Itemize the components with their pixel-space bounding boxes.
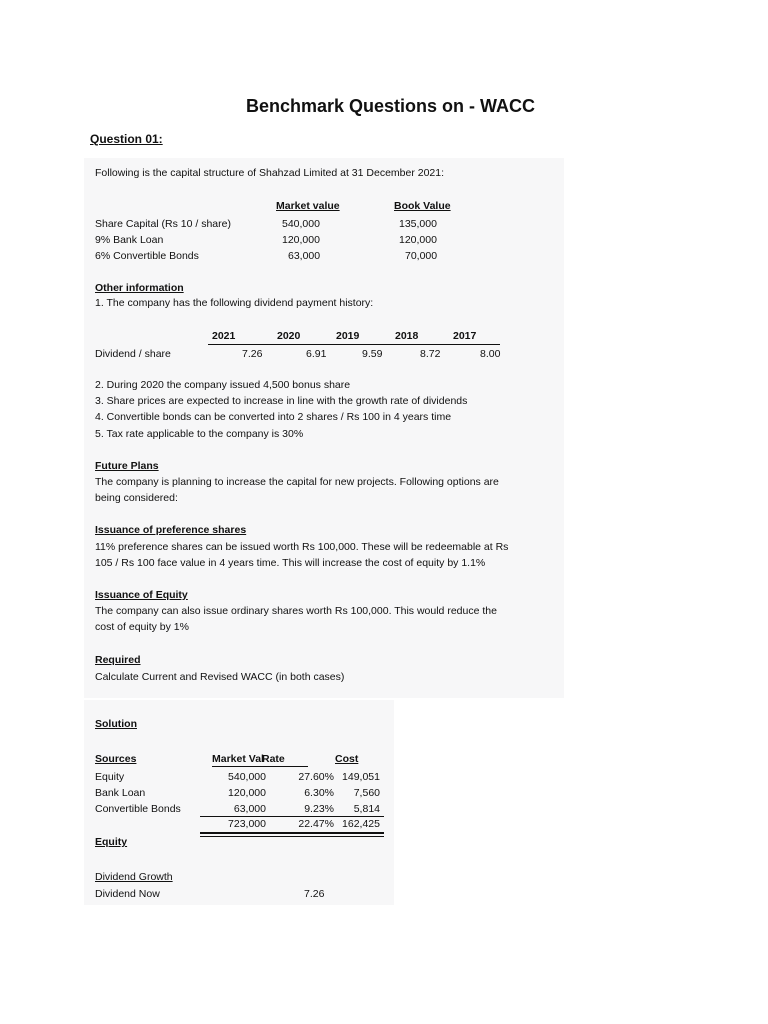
future-plans-text: being considered: <box>95 492 178 504</box>
equity-heading: Equity <box>95 836 128 848</box>
total-top-rule <box>200 816 384 817</box>
dividend-value: 9.59 <box>362 348 383 360</box>
solution-rate: 9.23% <box>304 803 334 815</box>
dividend-year-header: 2019 <box>336 330 360 342</box>
dividend-value: 6.91 <box>306 348 327 360</box>
capital-row-market: 120,000 <box>282 234 320 246</box>
solution-market: 120,000 <box>228 787 266 799</box>
future-plans-heading: Future Plans <box>95 460 159 472</box>
market-val-header: Market Val <box>212 753 264 765</box>
total-cost: 162,425 <box>342 818 380 830</box>
capital-row-label: 6% Convertible Bonds <box>95 250 199 262</box>
total-double-rule <box>200 836 384 837</box>
market-header-rule <box>212 766 308 767</box>
total-market: 723,000 <box>228 818 266 830</box>
total-rate: 22.47% <box>298 818 334 830</box>
dividend-header-rule <box>208 344 500 345</box>
required-text: Calculate Current and Revised WACC (in both cases) <box>95 671 345 683</box>
dividend-year-header: 2017 <box>453 330 477 342</box>
equity-issue-text: cost of equity by 1% <box>95 621 189 633</box>
solution-source: Equity <box>95 771 125 783</box>
dividend-value: 8.72 <box>420 348 441 360</box>
dividend-now-label: Dividend Now <box>95 888 160 900</box>
solution-market: 63,000 <box>233 803 266 815</box>
capital-row-label: Share Capital (Rs 10 / share) <box>95 218 231 230</box>
other-info-item: 1. The company has the following dividend payment history: <box>95 297 374 309</box>
required-heading: Required <box>95 654 141 666</box>
capital-row-book: 135,000 <box>399 218 437 230</box>
dividend-growth-label: Dividend Growth <box>95 871 173 883</box>
capital-row-market: 63,000 <box>288 250 321 262</box>
info-point: 4. Convertible bonds can be converted into 2 shares / Rs 100 in 4 years time <box>95 411 452 423</box>
dividend-year-header: 2020 <box>277 330 301 342</box>
solution-rate: 6.30% <box>304 787 334 799</box>
info-point: 3. Share prices are expected to increase in line with the growth rate of dividends <box>95 395 468 407</box>
dividend-value: 8.00 <box>480 348 501 360</box>
solution-cost: 149,051 <box>342 771 380 783</box>
capital-row-book: 120,000 <box>399 234 437 246</box>
solution-source: Convertible Bonds <box>95 803 181 815</box>
info-point: 5. Tax rate applicable to the company is 30% <box>95 428 304 440</box>
capital-row-label: 9% Bank Loan <box>95 234 164 246</box>
solution-rate: 27.60% <box>298 771 334 783</box>
dividend-year-header: 2018 <box>395 330 419 342</box>
info-point: 2. During 2020 the company issued 4,500 bonus share <box>95 379 351 391</box>
preference-text: 105 / Rs 100 face value in 4 years time. This will increase the cost of equity by 1.1% <box>95 557 486 569</box>
dividend-row-label: Dividend / share <box>95 348 171 360</box>
cost-header: Cost <box>335 753 359 765</box>
sources-header: Sources <box>95 753 137 765</box>
preference-text: 11% preference shares can be issued worth Rs 100,000. These will be redeemable at Rs <box>95 541 509 553</box>
other-info-heading: Other information <box>95 282 184 294</box>
equity-issue-heading: Issuance of Equity <box>95 589 188 601</box>
preference-heading: Issuance of preference shares <box>95 524 247 536</box>
dividend-year-header: 2021 <box>212 330 236 342</box>
solution-source: Bank Loan <box>95 787 146 799</box>
solution-cost: 5,814 <box>353 803 380 815</box>
capital-row-book: 70,000 <box>405 250 438 262</box>
page-title: Benchmark Questions on - WACC <box>246 96 536 116</box>
equity-issue-text: The company can also issue ordinary shares worth Rs 100,000. This would reduce the <box>95 605 497 617</box>
dividend-now-value: 7.26 <box>304 888 325 900</box>
market-value-header: Market value <box>276 200 340 212</box>
future-plans-text: The company is planning to increase the capital for new projects. Following options are <box>95 476 499 488</box>
solution-cost: 7,560 <box>353 787 380 799</box>
rate-header: Rate <box>262 753 285 765</box>
dividend-value: 7.26 <box>242 348 263 360</box>
solution-heading: Solution <box>95 718 137 730</box>
intro-text: Following is the capital structure of Shahzad Limited at 31 December 2021: <box>95 167 445 179</box>
solution-market: 540,000 <box>228 771 266 783</box>
capital-row-market: 540,000 <box>282 218 320 230</box>
question-heading: Question 01: <box>90 132 163 146</box>
total-double-rule <box>200 832 384 834</box>
book-value-header: Book Value <box>394 200 451 212</box>
